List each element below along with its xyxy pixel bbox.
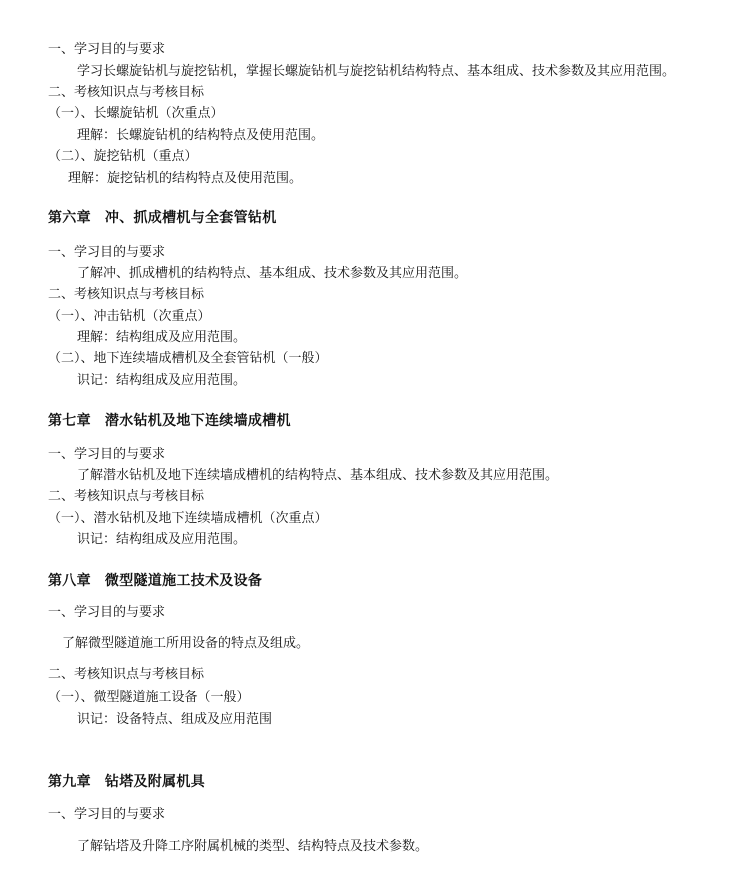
chapter-heading <box>48 210 277 226</box>
objective-heading: 一、学习目的与要求 <box>48 807 166 822</box>
chapter-number: 第七章 <box>48 413 91 429</box>
objective-text: 了解钻塔及升降工序附属机械的类型、结构特点及技术参数。 <box>77 839 429 854</box>
chapter-heading <box>48 413 291 429</box>
knowledge-point-detail: 理解：结构组成及应用范围。 <box>77 330 247 345</box>
objective-text: 了解潜水钻机及地下连续墙成槽机的结构特点、基本组成、技术参数及其应用范围。 <box>77 468 559 483</box>
chapter-title: 微型隧道施工技术及设备 <box>104 573 263 589</box>
knowledge-point-title: （二）、地下连续墙成槽机及全套管钻机（一般） <box>48 351 328 366</box>
knowledge-point-title: （一）、微型隧道施工设备（一般） <box>48 690 250 705</box>
assessment-heading: 二、考核知识点与考核目标 <box>48 85 205 100</box>
objective-text: 学习长螺旋钻机与旋挖钻机，掌握长螺旋钻机与旋挖钻机结构特点、基本组成、技术参数及其应用范围。 <box>77 64 676 79</box>
assessment-heading: 二、考核知识点与考核目标 <box>48 667 205 682</box>
chapter-heading <box>48 774 205 790</box>
objective-heading: 一、学习目的与要求 <box>48 42 166 57</box>
chapter-number: 第九章 <box>48 774 91 790</box>
chapter-title: 冲、抓成槽机与全套管钻机 <box>104 210 277 226</box>
knowledge-point-detail: 识记：结构组成及应用范围。 <box>77 532 247 547</box>
knowledge-point-detail: 识记：结构组成及应用范围。 <box>77 373 247 388</box>
chapter-heading <box>48 573 262 589</box>
knowledge-point-detail: 识记：设备特点、组成及应用范围 <box>77 712 273 727</box>
knowledge-point-title: （一）、长螺旋钻机（次重点） <box>48 106 224 121</box>
objective-heading: 一、学习目的与要求 <box>48 605 166 620</box>
assessment-heading: 二、考核知识点与考核目标 <box>48 287 205 302</box>
objective-text: 了解微型隧道施工所用设备的特点及组成。 <box>62 636 310 651</box>
objective-text: 了解冲、抓成槽机的结构特点、基本组成、技术参数及其应用范围。 <box>77 266 468 281</box>
knowledge-point-title: （一）、潜水钻机及地下连续墙成槽机（次重点） <box>48 511 328 526</box>
chapter-number: 第六章 <box>48 210 91 226</box>
knowledge-point-detail: 理解：旋挖钻机的结构特点及使用范围。 <box>68 171 303 186</box>
chapter-title: 钻塔及附属机具 <box>104 774 206 790</box>
knowledge-point-title: （一）、冲击钻机（次重点） <box>48 309 211 324</box>
knowledge-point-detail: 理解：长螺旋钻机的结构特点及使用范围。 <box>77 128 325 143</box>
objective-heading: 一、学习目的与要求 <box>48 447 166 462</box>
objective-heading: 一、学习目的与要求 <box>48 245 166 260</box>
chapter-number: 第八章 <box>48 573 91 589</box>
assessment-heading: 二、考核知识点与考核目标 <box>48 489 205 504</box>
knowledge-point-title: （二）、旋挖钻机（重点） <box>48 149 198 164</box>
chapter-title: 潜水钻机及地下连续墙成槽机 <box>104 413 291 429</box>
